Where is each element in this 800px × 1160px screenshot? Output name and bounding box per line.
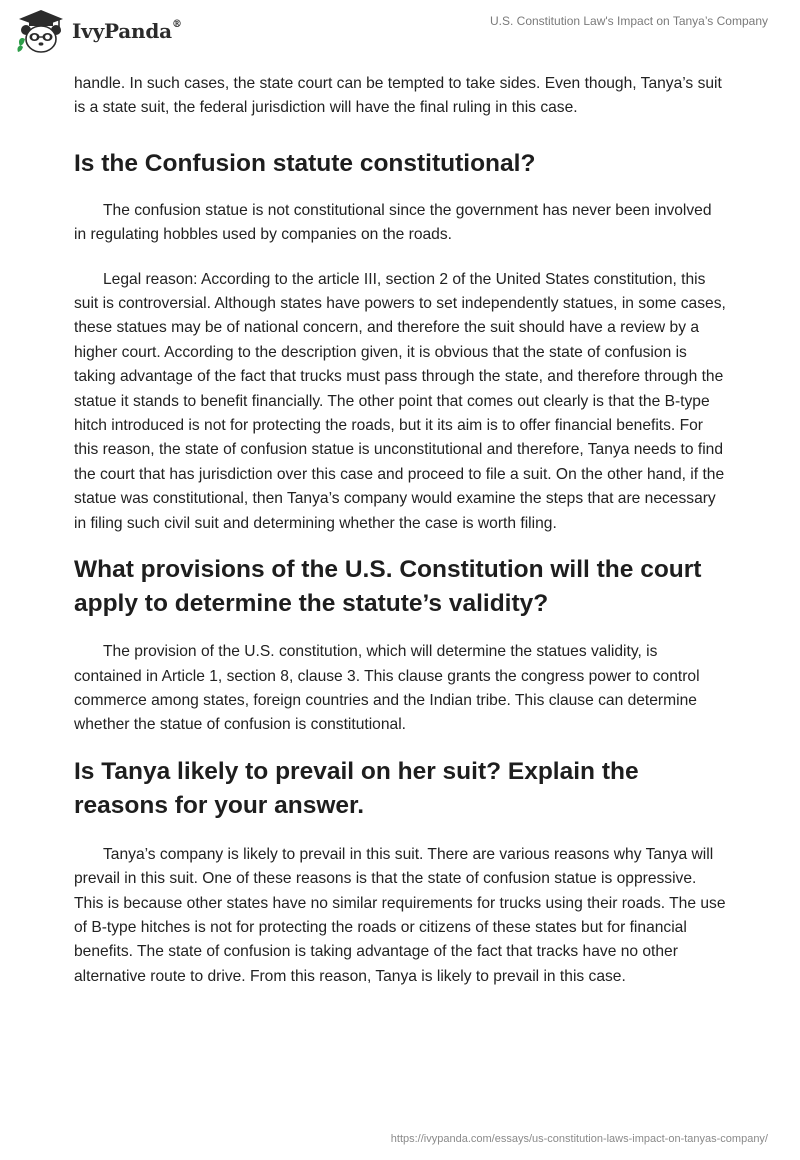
section-heading: Is Tanya likely to prevail on her suit? Explain the reasons for your answer.	[74, 757, 639, 819]
section-paragraph: Tanya’s company is likely to prevail in this suit. There are various reasons why Tanya will prevail in this suit. One of these reasons is that the state of confusion statue is oppressive. This is because other states have no similar requirements for trucks using their roads. The use of B-type hitches is not for protecting the roads or citizens of these states but for financial benefits. The state of confusion is taking advantage of the fact that tracks have no other alternative route to drive. From this reason, Tanya is likely to prevail in this case.	[74, 845, 726, 985]
page-header	[0, 0, 800, 66]
section-heading: What provisions of the U.S. Constitution will the court apply to determine the statute’s validity?	[74, 556, 702, 618]
intro-paragraph: handle. In such cases, the state court can be tempted to take sides. Even though, Tanya’s suit is a state suit, the federal jurisdiction will have the final ruling in this case.	[74, 75, 722, 117]
source-url[interactable]: https://ivypanda.com/essays/us-constitution-laws-impact-on-tanyas-company/	[390, 1133, 768, 1145]
document-title: U.S. Constitution Law's Impact on Tanya’s Company	[490, 14, 768, 28]
section-heading: Is the Confusion statute constitutional?	[74, 149, 536, 177]
section-paragraph: Legal reason: According to the article III, section 2 of the United States constitution, this suit is controversial. Although states have powers to set independently statues, in some cases, these statues may be of national concern, and therefore the suit should have a review by a higher court. According to the description given, it is obvious that the state of confusion is taking advantage of the fact that trucks must pass through the state, and therefore through the statue it stands to benefit financially. The other point that comes out clearly is that the B-type hitch introduced is not for protecting the roads, but it its aim is to offer financial benefits. For this reason, the state of confusion statue is unconstitutional and therefore, Tanya needs to find the court that has jurisdiction over this case and proceed to file a suit. On the other hand, if the statue was constitutional, then Tanya’s company would examine the steps that are necessary in filing such civil suit and determining whether the case is worth filing.	[74, 270, 726, 532]
brand-name: IvyPanda	[72, 19, 172, 43]
section-paragraph: The confusion statue is not constitutional since the government has never been involved in regulating hobbles used by companies on the roads.	[74, 201, 712, 244]
ivypanda-logo[interactable]	[16, 8, 182, 54]
section-paragraph: The provision of the U.S. constitution, which will determine the statues validity, is contained in Article 1, section 8, clause 3. This clause grants the congress power to control commerce among states, foreign countries and the Indian tribe. This clause can determine whether the statue of confusion is constitutional.	[74, 643, 700, 734]
panda-graduate-icon	[16, 8, 66, 54]
logo-wordmark	[72, 19, 182, 43]
essay-content	[74, 72, 726, 989]
registered-mark: ®	[171, 19, 182, 31]
